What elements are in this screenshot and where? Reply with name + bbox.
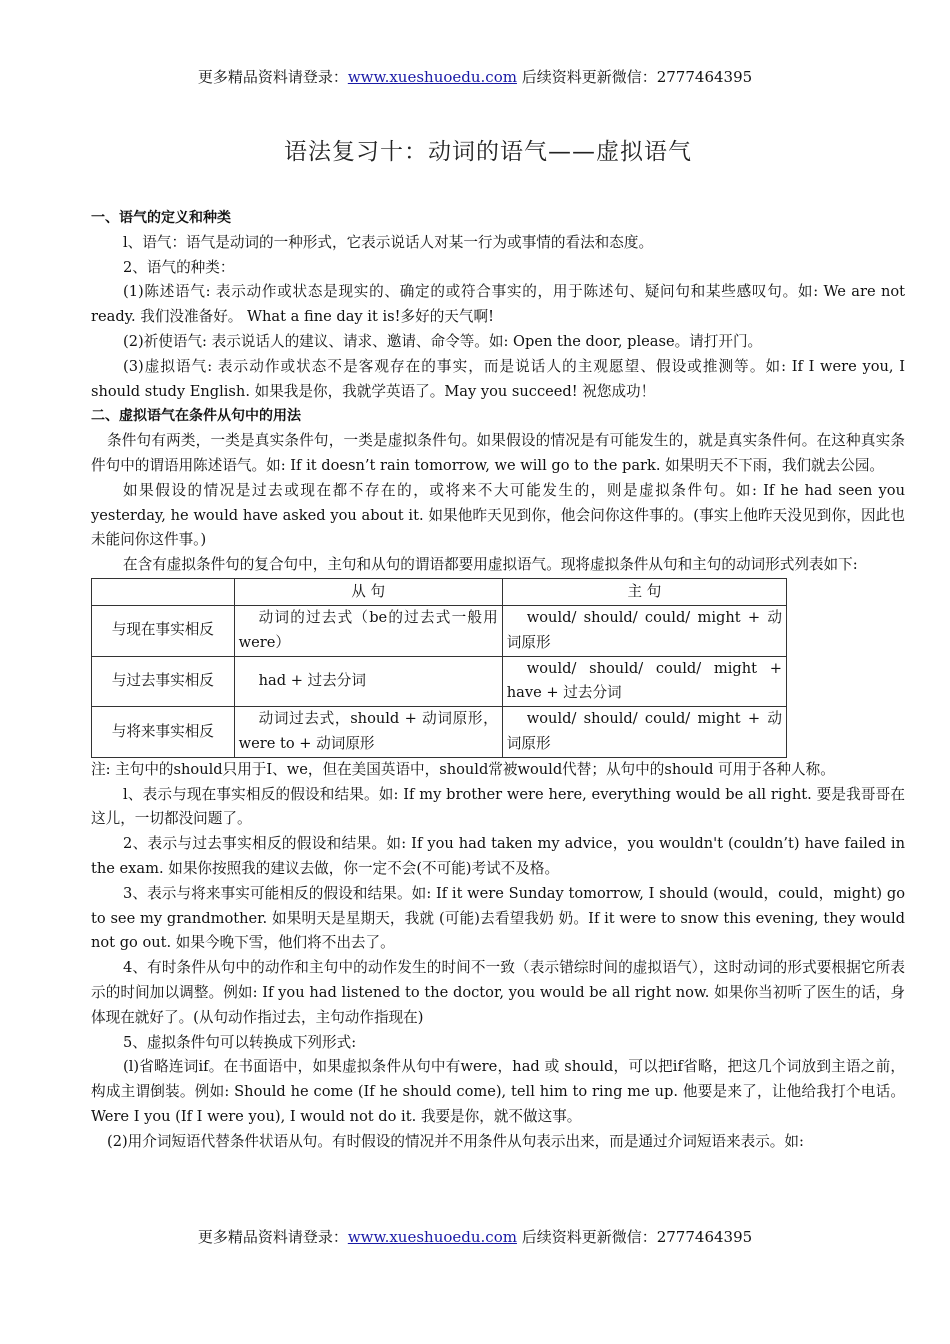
table-header-cell xyxy=(92,578,235,605)
table-header-cell: 从 句 xyxy=(234,578,502,605)
table-cell: 动词的过去式（be的过去式一般用were） xyxy=(234,605,502,656)
table-cell: 与过去事实相反 xyxy=(92,656,235,707)
paragraph: l、表示与现在事实相反的假设和结果。如: If my brother were here, everything would be all right. 要是我哥哥在这儿，一切都没问题了。 xyxy=(91,785,905,828)
paragraph: (2)用介词短语代替条件状语从句。有时假设的情况并不用条件从句表示出来，而是通过介词短语来表示。如: xyxy=(107,1132,804,1150)
page-footer xyxy=(0,1226,950,1247)
header-prefix: 更多精品资料请登录： xyxy=(197,68,348,86)
table-cell: 与现在事实相反 xyxy=(92,605,235,656)
section-heading-1: 一、语气的定义和种类 xyxy=(91,210,231,226)
footer-link[interactable]: www.xueshuoedu.com xyxy=(347,1228,517,1246)
note-paragraph: 注: 主句中的should只用于I、we，但在美国英语中，should常被would代替；从句中的should 可用于各种人称。 xyxy=(91,760,835,778)
paragraph: l、语气：语气是动词的一种形式，它表示说话人对某一行为或事情的看法和态度。 xyxy=(123,233,654,251)
paragraph: 2、语气的种类： xyxy=(123,258,235,276)
table-cell: 动词过去式，should + 动词原形，were to + 动词原形 xyxy=(234,707,502,758)
table-header-row xyxy=(92,578,787,605)
header-link[interactable]: www.xueshuoedu.com xyxy=(347,68,517,86)
header-suffix: 后续资料更新微信：2777464395 xyxy=(516,68,753,86)
table-header-cell: 主 句 xyxy=(502,578,786,605)
footer-suffix: 后续资料更新微信：2777464395 xyxy=(516,1228,753,1246)
table-cell: would/ should/ could/ might + 动词原形 xyxy=(502,707,786,758)
verb-form-table xyxy=(91,578,787,758)
footer-prefix: 更多精品资料请登录： xyxy=(197,1228,348,1246)
table-cell: would/ should/ could/ might + have + 过去分词 xyxy=(502,656,786,707)
paragraph: (1)陈述语气: 表示动作或状态是现实的、确定的或符合事实的，用于陈述句、疑问句和某些感叹句。如: We are not ready. 我们没准备好。 What a fine day it is!多好的天气啊! xyxy=(91,283,905,326)
paragraph: 2、表示与过去事实相反的假设和结果。如: If you had taken my advice，you wouldn't (couldn’t) have failed in the exam. 如果你按照我的建议去做，你一定不会(不可能)考试不及格。 xyxy=(91,835,905,877)
page-header xyxy=(0,66,950,87)
table-cell: 与将来事实相反 xyxy=(92,707,235,758)
paragraph: 5、虚拟条件句可以转换成下列形式: xyxy=(123,1033,357,1051)
paragraph: 条件句有两类，一类是真实条件句，一类是虚拟条件句。如果假设的情况是有可能发生的，就是真实条件何。在这种真实条件句中的谓语用陈述语气。如: If it doesn’t rain tomorrow, we will go to the park. 如果明天不下雨，我们就去公园。 xyxy=(91,432,905,474)
paragraph: (3)虚拟语气: 表示动作或状态不是客观存在的事实，而是说话人的主观愿望、假设或推测等。如: If I were you, I should study English. 如果我是你，我就学英语了。May you succeed! 祝您成功！ xyxy=(91,357,905,400)
table-row xyxy=(92,605,787,656)
paragraph: (2)祈使语气: 表示说话人的建议、请求、邀请、命令等。如: Open the door, please。请打开门。 xyxy=(123,332,763,350)
section-heading-2: 二、虚拟语气在条件从句中的用法 xyxy=(91,408,301,425)
table-cell: would/ should/ could/ might + 动词原形 xyxy=(502,605,786,656)
paragraph: 在含有虚拟条件句的复合句中，主句和从句的谓语都要用虚拟语气。现将虚拟条件从句和主句的动词形式列表如下: xyxy=(123,556,858,574)
paragraph: 3、表示与将来事实可能相反的假设和结果。如: If it were Sunday tomorrow, I should (would，could，might) go to see my grandmother. 如果明天是星期天，我就 (可能)去看望我奶 奶。If it were to snow this evening, they would not go out. 如果今晚下雪，他们将不出去了。 xyxy=(91,884,905,952)
document-title: 语法复习十：动词的语气——虚拟语气 xyxy=(284,139,692,165)
paragraph: 如果假设的情况是过去或现在都不存在的，或将来不大可能发生的，则是虚拟条件句。如: If he had seen you yesterday, he would have asked you about it. 如果他昨天见到你，他会问你这件事的。(事实上他昨天没见到你，因此也未能问你这件事。) xyxy=(91,481,905,549)
table-cell: had + 过去分词 xyxy=(234,656,502,707)
table-row xyxy=(92,656,787,707)
document-body xyxy=(91,206,905,1154)
paragraph: 4、有时条件从句中的动作和主句中的动作发生的时间不一致（表示错综时间的虚拟语气），这时动词的形式要根据它所表示的时间加以调整。例如: If you had listened to the doctor, you would be all right now. 如果你当初听了医生的话，身体现在就好了。(从句动作指过去，主句动作指现在) xyxy=(91,959,905,1026)
table-row xyxy=(92,707,787,758)
paragraph: (l)省略连词if。在书面语中，如果虚拟条件从句中有were，had 或 should，可以把if省略，把这几个词放到主语之前，构成主谓倒装。例如: Should he come (If he should come), tell him to ring me up. 他要是来了，让他给我打个电话。Were I you (If I were you), I would not do it. 我要是你，就不做这事。 xyxy=(91,1058,905,1125)
